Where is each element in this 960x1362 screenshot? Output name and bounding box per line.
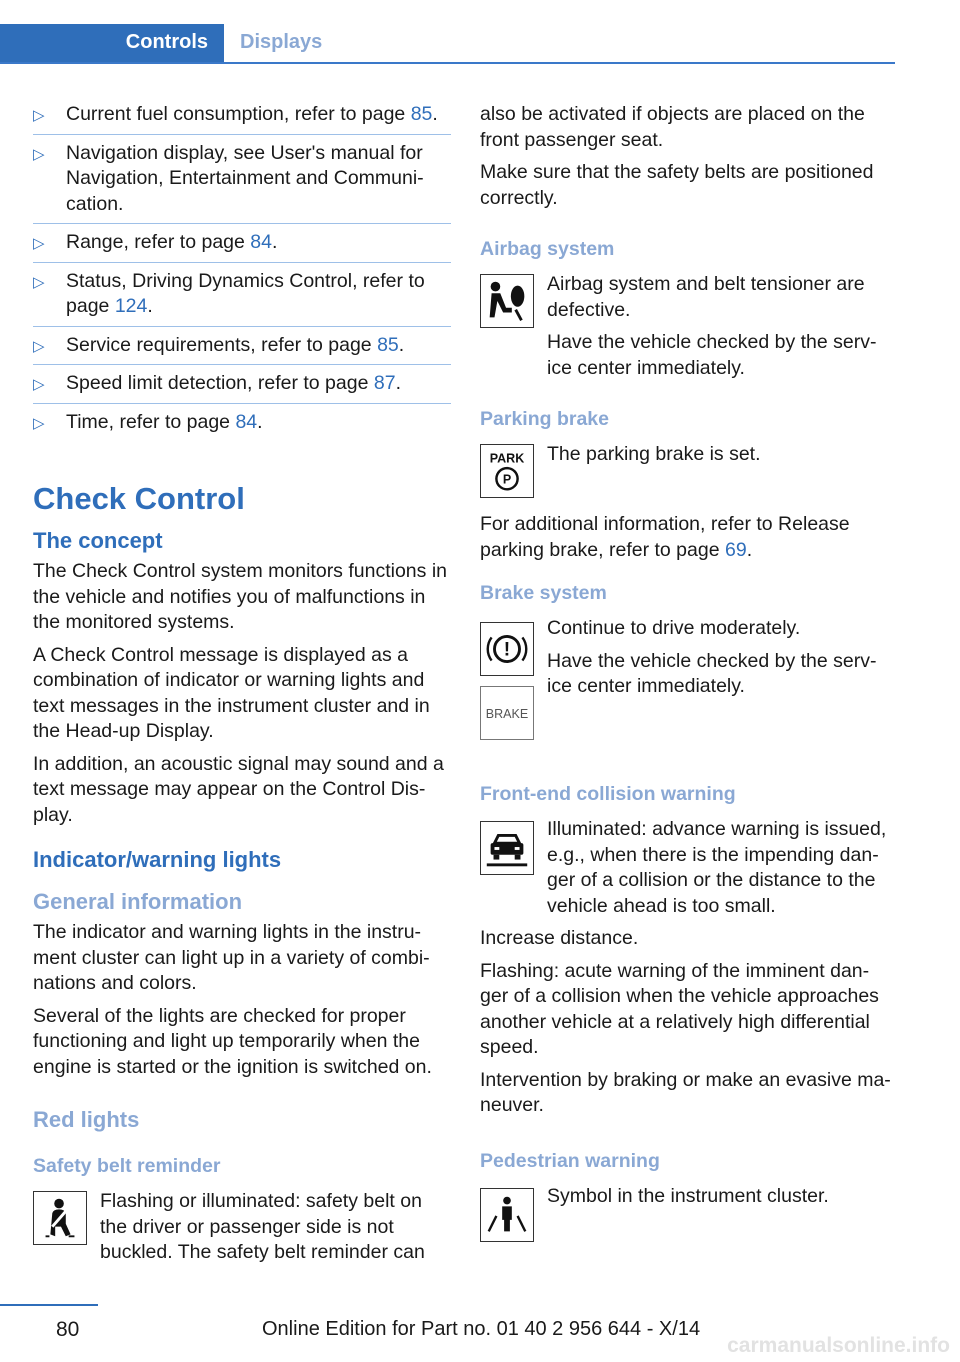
brake-warning-mark: ! — [503, 639, 511, 661]
subheading: Safety belt reminder — [33, 1155, 221, 1177]
left-column — [33, 102, 451, 1266]
right-column — [480, 102, 896, 1244]
page-link[interactable]: 85 — [377, 333, 399, 356]
triangle-bullet-icon: ▷ — [33, 273, 45, 291]
subheading: Front-end collision warning — [480, 783, 736, 805]
list-item: ▷ Time, refer to page 84. — [33, 410, 451, 442]
triangle-bullet-icon: ▷ — [33, 145, 45, 163]
pedestrian-warning-block — [480, 1184, 896, 1244]
page-link[interactable]: 87 — [373, 372, 396, 394]
paragraph: The Check Control system monitors functions in the vehicle and notifies you of malfunctions in the monitored systems. — [33, 560, 447, 633]
paragraph: The parking brake is set. — [547, 443, 761, 465]
subheading: General information — [33, 889, 243, 914]
triangle-bullet-icon: ▷ — [33, 107, 45, 124]
brake-warning-icon — [480, 622, 534, 676]
subheading: Red lights — [33, 1107, 140, 1132]
collision-warning-block — [480, 817, 896, 919]
paragraph: Symbol in the instrument cluster. — [547, 1184, 829, 1207]
brake-text-icon — [480, 686, 534, 740]
paragraph: For additional information, refer to Release parking brake, refer to page 69. — [480, 513, 850, 561]
paragraph: Continue to drive moderately. — [547, 617, 801, 639]
brake-system-block — [480, 616, 896, 752]
tab-controls[interactable]: Controls — [0, 24, 224, 62]
list-item: ▷ Service requirements, refer to page 85. — [33, 333, 451, 366]
paragraph: A Check Control message is displayed as a combination of indicator or warning lights and text messages in the instrument cluster and in the Head-up Display. — [33, 643, 430, 742]
paragraph: Have the vehicle checked by the serv-ice center immediately. — [547, 649, 877, 697]
tab-displays[interactable]: Displays — [240, 31, 323, 53]
bullet-list — [33, 102, 451, 441]
triangle-bullet-icon: ▷ — [33, 235, 45, 252]
front-collision-icon — [480, 821, 534, 875]
pedestrian-warning-icon — [480, 1188, 534, 1242]
triangle-bullet-icon: ▷ — [33, 414, 45, 432]
list-item: ▷ Navigation display, see User's manual for Navigation, Entertainment and Communi-cation. — [33, 141, 451, 225]
airbag-block — [480, 272, 896, 381]
page-link[interactable]: 69 — [724, 538, 747, 561]
section-title: Check Control — [33, 481, 245, 516]
paragraph: Several of the lights are checked for proper functioning and light up temporarily when the engine is started or the ignition is switched on. — [33, 1004, 432, 1078]
list-item: ▷ Speed limit detection, refer to page 87. — [33, 371, 451, 404]
subsection-title: The concept — [33, 528, 163, 553]
subheading: Brake system — [480, 582, 607, 604]
subsection-title: Indicator/warning lights — [33, 847, 282, 872]
paragraph: also be activated if objects are placed on the front passenger seat. — [480, 103, 865, 151]
parking-brake-icon — [480, 444, 534, 498]
page-number: 80 — [56, 1318, 80, 1341]
list-item: ▷ Status, Driving Dynamics Control, refer to page 124. — [33, 269, 451, 327]
belt-reminder-block — [33, 1189, 451, 1266]
tab-bar — [0, 0, 895, 64]
paragraph: Have the vehicle checked by the serv-ice center immediately. — [547, 331, 877, 379]
brake-label: BRAKE — [485, 706, 529, 721]
subheading: Pedestrian warning — [480, 1149, 660, 1172]
page-link[interactable]: 85 — [410, 103, 433, 125]
parking-brake-block — [480, 442, 896, 512]
safety-belt-reminder-icon — [33, 1191, 87, 1245]
paragraph: Flashing: acute warning of the imminent dan-ger of a collision when the vehicle approaches another vehicle at a relatively high differential speed. — [480, 959, 879, 1058]
paragraph: Airbag system and belt tensioner are defective. — [547, 273, 865, 321]
triangle-bullet-icon: ▷ — [33, 376, 45, 393]
subheading: Parking brake — [480, 408, 609, 430]
paragraph: Illuminated: advance warning is issued, e.g., when there is the impending dan-ger of a collision or the distance to the vehicle ahead is too small. — [547, 818, 887, 917]
park-sub-label: P — [502, 472, 512, 487]
paragraph: The indicator and warning lights in the instru-ment cluster can light up in a variety of combi-nations and colors. — [33, 921, 430, 994]
park-label: PARK — [489, 451, 525, 466]
list-item: ▷ Range, refer to page 84. — [33, 230, 451, 263]
paragraph: Increase distance. — [480, 927, 639, 949]
page-link[interactable]: 84 — [235, 410, 258, 433]
watermark: carmanualsonline.info — [727, 1334, 950, 1357]
triangle-bullet-icon: ▷ — [33, 337, 45, 355]
page-link[interactable]: 84 — [250, 231, 272, 253]
paragraph: In addition, an acoustic signal may sound and a text message may appear on the Control Dis-play. — [33, 752, 444, 826]
paragraph: Intervention by braking or make an evasive ma-neuver. — [480, 1068, 891, 1116]
paragraph: Make sure that the safety belts are positioned correctly. — [480, 161, 874, 209]
page-link[interactable]: 124 — [114, 295, 148, 317]
subheading: Airbag system — [480, 238, 615, 260]
list-item: ▷ Current fuel consumption, refer to page 85. — [33, 102, 451, 135]
belt-reminder-text: Flashing or illuminated: safety belt on the driver or passenger side is not buckled. The safety belt reminder can — [100, 1190, 425, 1263]
airbag-icon — [480, 274, 534, 328]
edition-note: Online Edition for Part no. 01 40 2 956 644 - X/14 — [262, 1318, 701, 1340]
footer-rule — [0, 1304, 98, 1306]
